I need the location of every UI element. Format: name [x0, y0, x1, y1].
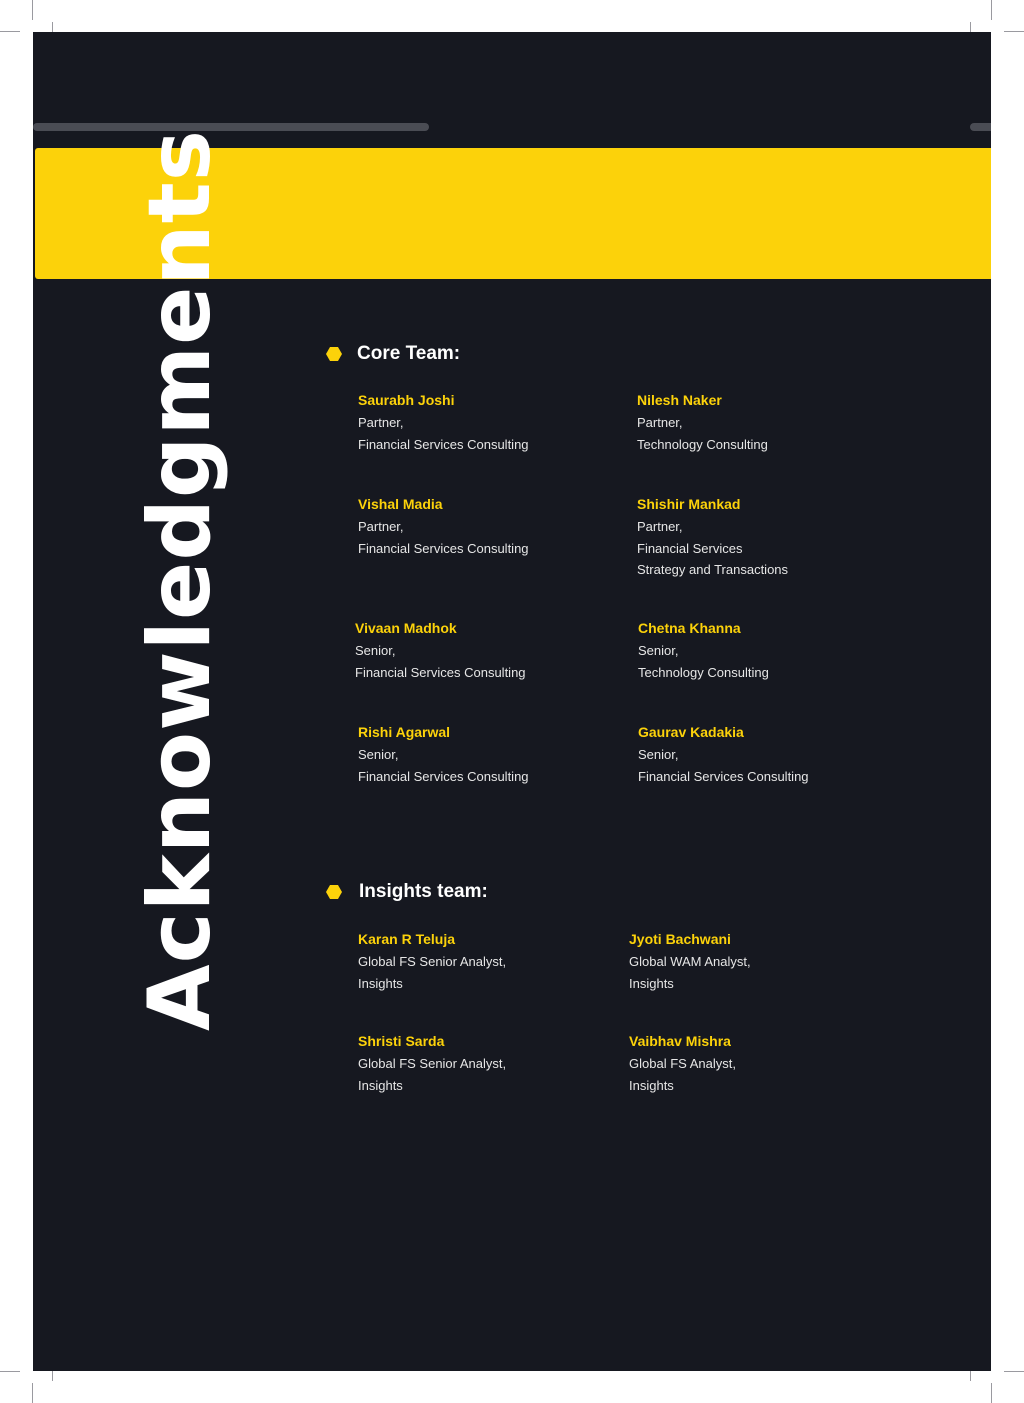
member-role: Global FS Senior Analyst,	[358, 1055, 507, 1071]
member-department: Strategy and Transactions	[637, 562, 789, 578]
member-department: Financial Services	[637, 540, 743, 556]
member-name: Shishir Mankad	[637, 496, 741, 512]
member-role: Global FS Senior Analyst,	[358, 953, 507, 969]
hexagon-bullet-icon	[326, 885, 342, 899]
team-member	[358, 929, 506, 994]
member-role: Senior,	[638, 642, 679, 658]
team-member	[638, 722, 809, 787]
crop-mark	[1004, 1371, 1024, 1372]
member-name: Vaibhav Mishra	[629, 1033, 731, 1049]
member-name: Vishal Madia	[358, 496, 443, 512]
crop-mark	[0, 1371, 20, 1372]
member-department: Insights	[629, 975, 674, 991]
crop-mark	[1004, 31, 1024, 32]
crop-mark	[32, 0, 33, 20]
decorative-bar	[970, 123, 991, 131]
member-department: Insights	[629, 1077, 674, 1093]
team-member	[358, 390, 529, 455]
team-member	[637, 390, 768, 455]
page-title: Acknowledgments	[130, 129, 230, 1031]
crop-mark	[0, 31, 20, 32]
member-role: Partner,	[637, 518, 683, 534]
crop-mark	[32, 1383, 33, 1403]
member-department: Financial Services Consulting	[358, 540, 529, 556]
member-name: Vivaan Madhok	[355, 620, 457, 636]
team-member	[638, 618, 769, 683]
member-role: Partner,	[637, 414, 683, 430]
member-role: Senior,	[355, 642, 396, 658]
member-department: Financial Services Consulting	[638, 768, 809, 784]
member-name: Chetna Khanna	[638, 620, 741, 636]
member-department: Insights	[358, 1077, 403, 1093]
section-heading-label: Insights team:	[359, 881, 488, 902]
team-member	[629, 1031, 736, 1096]
decorative-bar	[33, 123, 429, 131]
member-role: Global WAM Analyst,	[629, 953, 751, 969]
member-department: Technology Consulting	[637, 436, 768, 452]
member-name: Saurabh Joshi	[358, 392, 455, 408]
team-member	[629, 929, 751, 994]
hexagon-bullet-icon	[326, 347, 342, 361]
member-department: Financial Services Consulting	[358, 436, 529, 452]
member-name: Shristi Sarda	[358, 1033, 445, 1049]
member-name: Karan R Teluja	[358, 931, 455, 947]
section-heading-label: Core Team:	[357, 343, 461, 364]
core-team-heading	[326, 343, 460, 365]
team-member	[637, 494, 788, 581]
member-name: Rishi Agarwal	[358, 724, 451, 740]
member-department: Financial Services Consulting	[355, 664, 526, 680]
team-member	[358, 494, 529, 559]
team-member	[358, 1031, 506, 1096]
member-role: Partner,	[358, 414, 404, 430]
member-role: Partner,	[358, 518, 404, 534]
insights-team-heading	[326, 881, 488, 903]
member-department: Financial Services Consulting	[358, 768, 529, 784]
member-role: Senior,	[638, 746, 679, 762]
member-department: Insights	[358, 975, 403, 991]
crop-mark	[991, 1383, 992, 1403]
member-department: Technology Consulting	[638, 664, 769, 680]
member-name: Gaurav Kadakia	[638, 724, 744, 740]
member-name: Jyoti Bachwani	[629, 931, 731, 947]
team-member	[355, 618, 526, 683]
team-member	[358, 722, 529, 787]
member-name: Nilesh Naker	[637, 392, 722, 408]
crop-mark	[991, 0, 992, 20]
member-role: Global FS Analyst,	[629, 1055, 736, 1071]
member-role: Senior,	[358, 746, 399, 762]
